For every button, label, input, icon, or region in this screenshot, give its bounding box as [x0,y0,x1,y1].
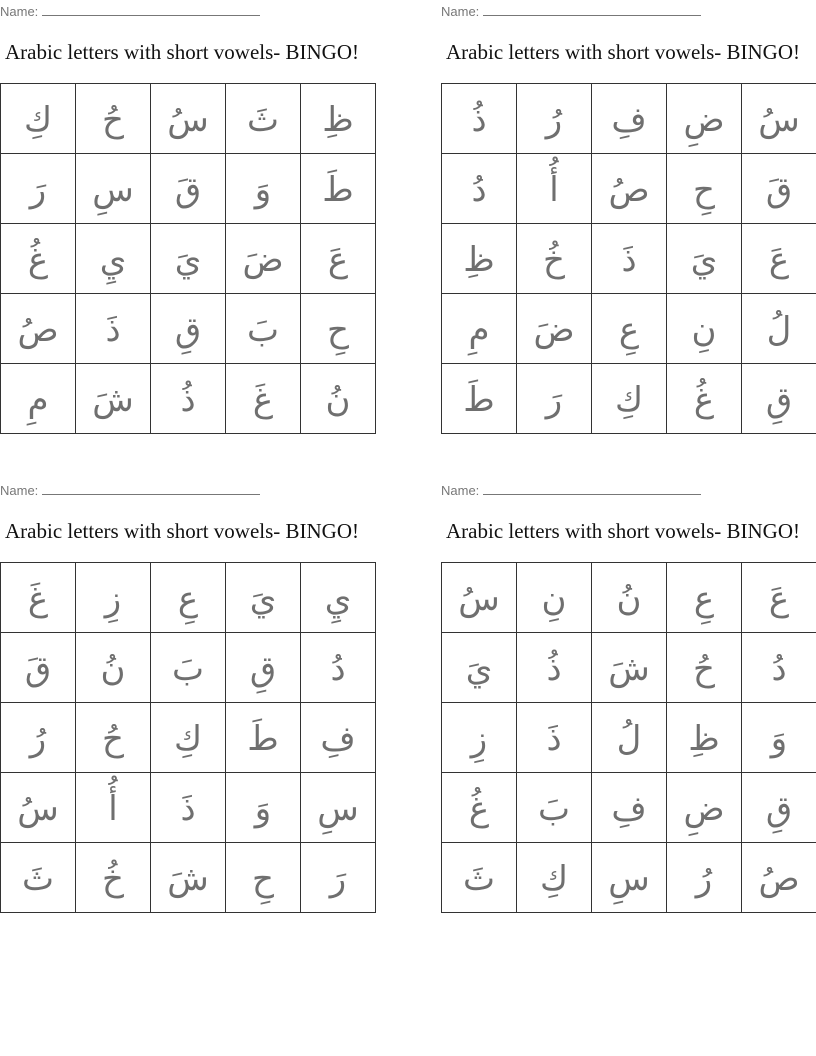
bingo-cell[interactable]: خُ [76,843,151,913]
bingo-cell[interactable]: يِ [76,224,151,294]
card-title: Arabic letters with short vowels- BINGO! [5,40,360,64]
bingo-cell[interactable]: حُ [76,84,151,154]
bingo-cell[interactable]: يَ [442,633,517,703]
bingo-cell[interactable]: حِ [226,843,301,913]
bingo-cell[interactable]: ذَ [151,773,226,843]
bingo-cell[interactable]: يَ [226,563,301,633]
bingo-cell[interactable]: كِ [1,84,76,154]
bingo-cell[interactable]: بَ [226,294,301,364]
bingo-cell[interactable]: عِ [592,294,667,364]
bingo-cell[interactable]: أُ [76,773,151,843]
bingo-card-3 [0,479,376,915]
bingo-cell[interactable]: ظِ [442,224,517,294]
bingo-card-4 [441,479,816,915]
name-label: Name: [441,4,480,19]
name-label: Name: [441,483,480,498]
bingo-cell[interactable]: ضِ [667,84,742,154]
bingo-grid [441,83,816,434]
bingo-cell[interactable]: عَ [301,224,376,294]
bingo-cell[interactable]: غَ [1,563,76,633]
bingo-cell[interactable]: قَ [151,154,226,224]
bingo-cell[interactable]: خُ [517,224,592,294]
bingo-cell[interactable]: ظِ [667,703,742,773]
bingo-cell[interactable]: غَ [226,364,301,434]
bingo-card-1 [0,0,376,436]
bingo-cell[interactable]: صُ [742,843,816,913]
name-underline[interactable] [483,482,701,495]
bingo-cell[interactable]: ضِ [667,773,742,843]
bingo-cell[interactable]: سِ [301,773,376,843]
bingo-cell[interactable]: أُ [517,154,592,224]
card-title: Arabic letters with short vowels- BINGO! [5,519,360,543]
bingo-cell[interactable]: سِ [76,154,151,224]
bingo-cell[interactable]: مِ [1,364,76,434]
bingo-cell[interactable]: ذَ [517,703,592,773]
bingo-cell[interactable]: سُ [742,84,816,154]
name-underline[interactable] [483,3,701,16]
bingo-cell[interactable]: عِ [151,563,226,633]
bingo-cell[interactable]: لُ [742,294,816,364]
bingo-cell[interactable]: ذَ [592,224,667,294]
bingo-cell[interactable]: ثَ [442,843,517,913]
bingo-cell[interactable]: رُ [517,84,592,154]
card-title: Arabic letters with short vowels- BINGO! [446,519,801,543]
bingo-cell[interactable]: قِ [226,633,301,703]
bingo-cell[interactable]: حِ [301,294,376,364]
bingo-cell[interactable]: بَ [151,633,226,703]
bingo-cell[interactable]: يَ [151,224,226,294]
bingo-cell[interactable]: صُ [1,294,76,364]
bingo-cell[interactable]: قِ [742,773,816,843]
bingo-cell[interactable]: غُ [667,364,742,434]
name-underline[interactable] [42,3,260,16]
name-underline[interactable] [42,482,260,495]
bingo-cell[interactable]: سِ [592,843,667,913]
card-title: Arabic letters with short vowels- BINGO! [446,40,801,64]
bingo-cell[interactable]: وَ [742,703,816,773]
bingo-cell[interactable]: ضَ [517,294,592,364]
bingo-cell[interactable]: قِ [151,294,226,364]
bingo-cell[interactable]: نُ [592,563,667,633]
bingo-cell[interactable]: شَ [592,633,667,703]
bingo-cell[interactable]: نِ [667,294,742,364]
name-label: Name: [0,4,39,19]
bingo-cell[interactable]: عَ [742,224,816,294]
bingo-cell[interactable]: وَ [226,773,301,843]
name-label: Name: [0,483,39,498]
bingo-card-2 [441,0,816,436]
bingo-cell[interactable]: كِ [151,703,226,773]
bingo-cell[interactable]: رَ [517,364,592,434]
bingo-cell[interactable]: ذَ [76,294,151,364]
bingo-cell[interactable]: زِ [76,563,151,633]
bingo-cell[interactable]: يِ [301,563,376,633]
bingo-grid [0,562,376,913]
name-field[interactable] [441,482,701,499]
bingo-cell[interactable]: وَ [226,154,301,224]
bingo-cell[interactable]: بَ [517,773,592,843]
bingo-grid [0,83,376,434]
bingo-cell[interactable]: دُ [442,154,517,224]
bingo-cell[interactable]: ثَ [1,843,76,913]
bingo-cell[interactable]: دُ [301,633,376,703]
bingo-cell[interactable]: ذُ [517,633,592,703]
bingo-cell[interactable]: كِ [517,843,592,913]
bingo-cell[interactable]: قَ [1,633,76,703]
bingo-cell[interactable]: زِ [442,703,517,773]
bingo-cell[interactable]: فِ [592,773,667,843]
bingo-cell[interactable]: حُ [667,633,742,703]
bingo-cell[interactable]: لُ [592,703,667,773]
name-field[interactable] [441,3,701,20]
bingo-cell[interactable]: طَ [226,703,301,773]
bingo-cell[interactable]: فِ [592,84,667,154]
bingo-cell[interactable]: مِ [442,294,517,364]
bingo-cell[interactable]: فِ [301,703,376,773]
bingo-cell[interactable]: عَ [742,563,816,633]
bingo-cell[interactable]: يَ [667,224,742,294]
bingo-cell[interactable]: نِ [517,563,592,633]
bingo-cell[interactable]: غُ [442,773,517,843]
bingo-cell[interactable]: ضَ [226,224,301,294]
bingo-cell[interactable]: سُ [1,773,76,843]
bingo-cell[interactable]: ظِ [301,84,376,154]
bingo-cell[interactable]: رُ [1,703,76,773]
bingo-cell[interactable]: كِ [592,364,667,434]
name-field[interactable] [0,3,260,20]
bingo-cell[interactable]: شَ [151,843,226,913]
bingo-cell[interactable]: طَ [442,364,517,434]
bingo-cell[interactable]: حِ [667,154,742,224]
bingo-cell[interactable]: صُ [592,154,667,224]
bingo-cell[interactable]: سُ [442,563,517,633]
bingo-cell[interactable]: غُ [1,224,76,294]
name-field[interactable] [0,482,260,499]
bingo-cell[interactable]: دُ [742,633,816,703]
bingo-cell[interactable]: حُ [76,703,151,773]
bingo-cell[interactable]: نُ [76,633,151,703]
bingo-cell[interactable]: قِ [742,364,816,434]
bingo-cell[interactable]: نُ [301,364,376,434]
bingo-cell[interactable]: شَ [76,364,151,434]
bingo-cell[interactable]: قَ [742,154,816,224]
bingo-cell[interactable]: ذُ [442,84,517,154]
bingo-cell[interactable]: ثَ [226,84,301,154]
bingo-cell[interactable]: رُ [667,843,742,913]
bingo-cell[interactable]: عِ [667,563,742,633]
bingo-cell[interactable]: طَ [301,154,376,224]
bingo-cell[interactable]: سُ [151,84,226,154]
bingo-cell[interactable]: رَ [1,154,76,224]
bingo-grid [441,562,816,913]
bingo-cell[interactable]: ذُ [151,364,226,434]
bingo-cell[interactable]: رَ [301,843,376,913]
